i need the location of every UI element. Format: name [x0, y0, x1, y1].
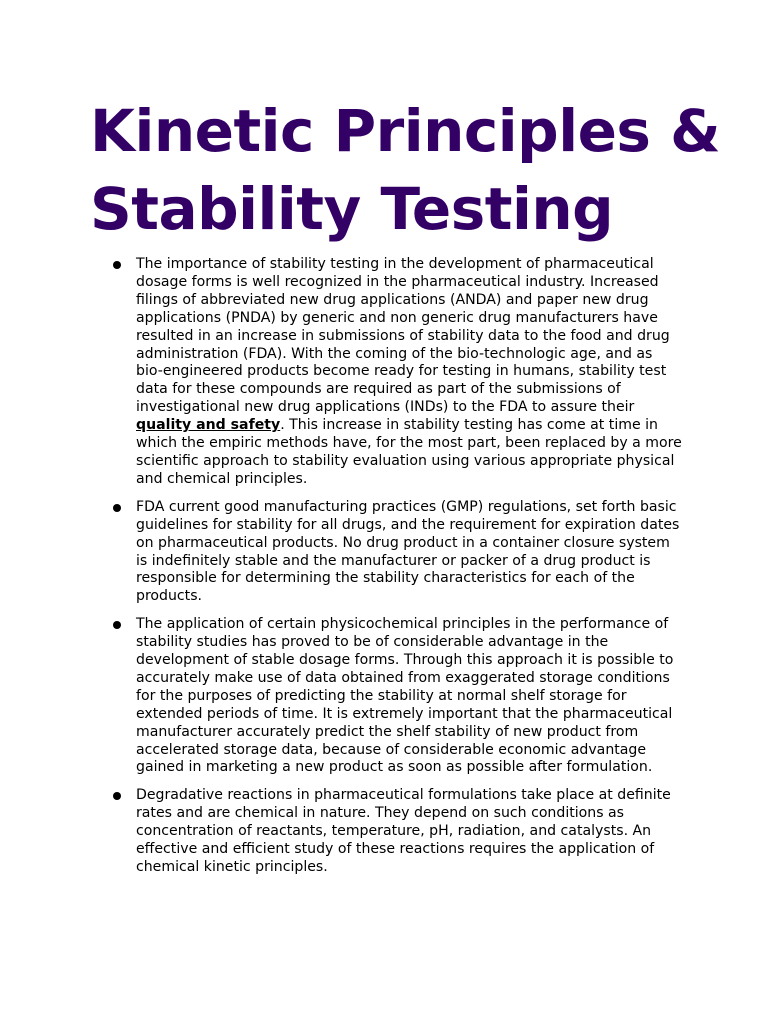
bullet-dot-icon: [113, 261, 121, 269]
bullet-dot-icon: [113, 504, 121, 512]
bullet-list: [113, 256, 683, 887]
bullet-dot-icon: [113, 792, 121, 800]
bullet-text: Degradative reactions in pharmaceutical formulations take place at definite rates and are chemical in nature. They depend on such conditions as concentration of reactants, temperature, pH, radiation, and catalysts. An effective and efficient study of these reactions requires the application of chemical kinetic principles.: [136, 787, 671, 875]
emphasized-phrase: quality and safety: [136, 417, 281, 434]
bullet-text: The application of certain physicochemical principles in the performance of stability studies has proved to be of considerable advantage in the development of stable dosage forms. Through this approach it is possible to accurately make use of data obtained from exaggerated storage conditions for the purposes of predicting the stability at normal shelf storage for extended periods of time. It is extremely important that the pharmaceutical manufacturer accurately predict the shelf stability of new product from accelerated storage data, because of considerable economic advantage gained in marketing a new product as soon as possible after formulation.: [136, 616, 674, 776]
bullet-dot-icon: [113, 621, 121, 629]
bullet-text: The importance of stability testing in the development of pharmaceutical dosage forms is well recognized in the pharmaceutical industry. Increased filings of abbreviated new drug applications (ANDA) and paper new drug applications (PNDA) by generic and non generic drug manufacturers have resulted in an increase in submissions of stability data to the food and drug administration (FDA). With the coming of the bio-technologic age, and as bio-engineered products become ready for testing in humans, stability test data for these compounds are required as part of the submissions of investigational new drug applications (INDs) to the FDA to assure their: [136, 256, 670, 416]
bullet-text: FDA current good manufacturing practices (GMP) regulations, set forth basic guidelines for stability for all drugs, and the requirement for expiration dates on pharmaceutical products. No drug product in a container closure system is indefinitely stable and the manufacturer or packer of a drug product is responsible for determining the stability characteristics for each of the products.: [136, 498, 680, 605]
bullet-item-degradative-reactions: [113, 787, 683, 877]
bullet-item-gmp-regulations: [113, 499, 683, 606]
bullet-item-stability-importance: [113, 256, 683, 489]
bullet-text-continued: . This increase in stability testing has come at time in which the empiric methods have, for the most part, been replaced by a more scientific approach to stability evaluation using various appropriate physical and chemical principles.: [136, 417, 682, 487]
page-title: Kinetic Principles & Stability Testing: [90, 97, 721, 243]
bullet-item-physicochemical-principles: [113, 616, 683, 777]
